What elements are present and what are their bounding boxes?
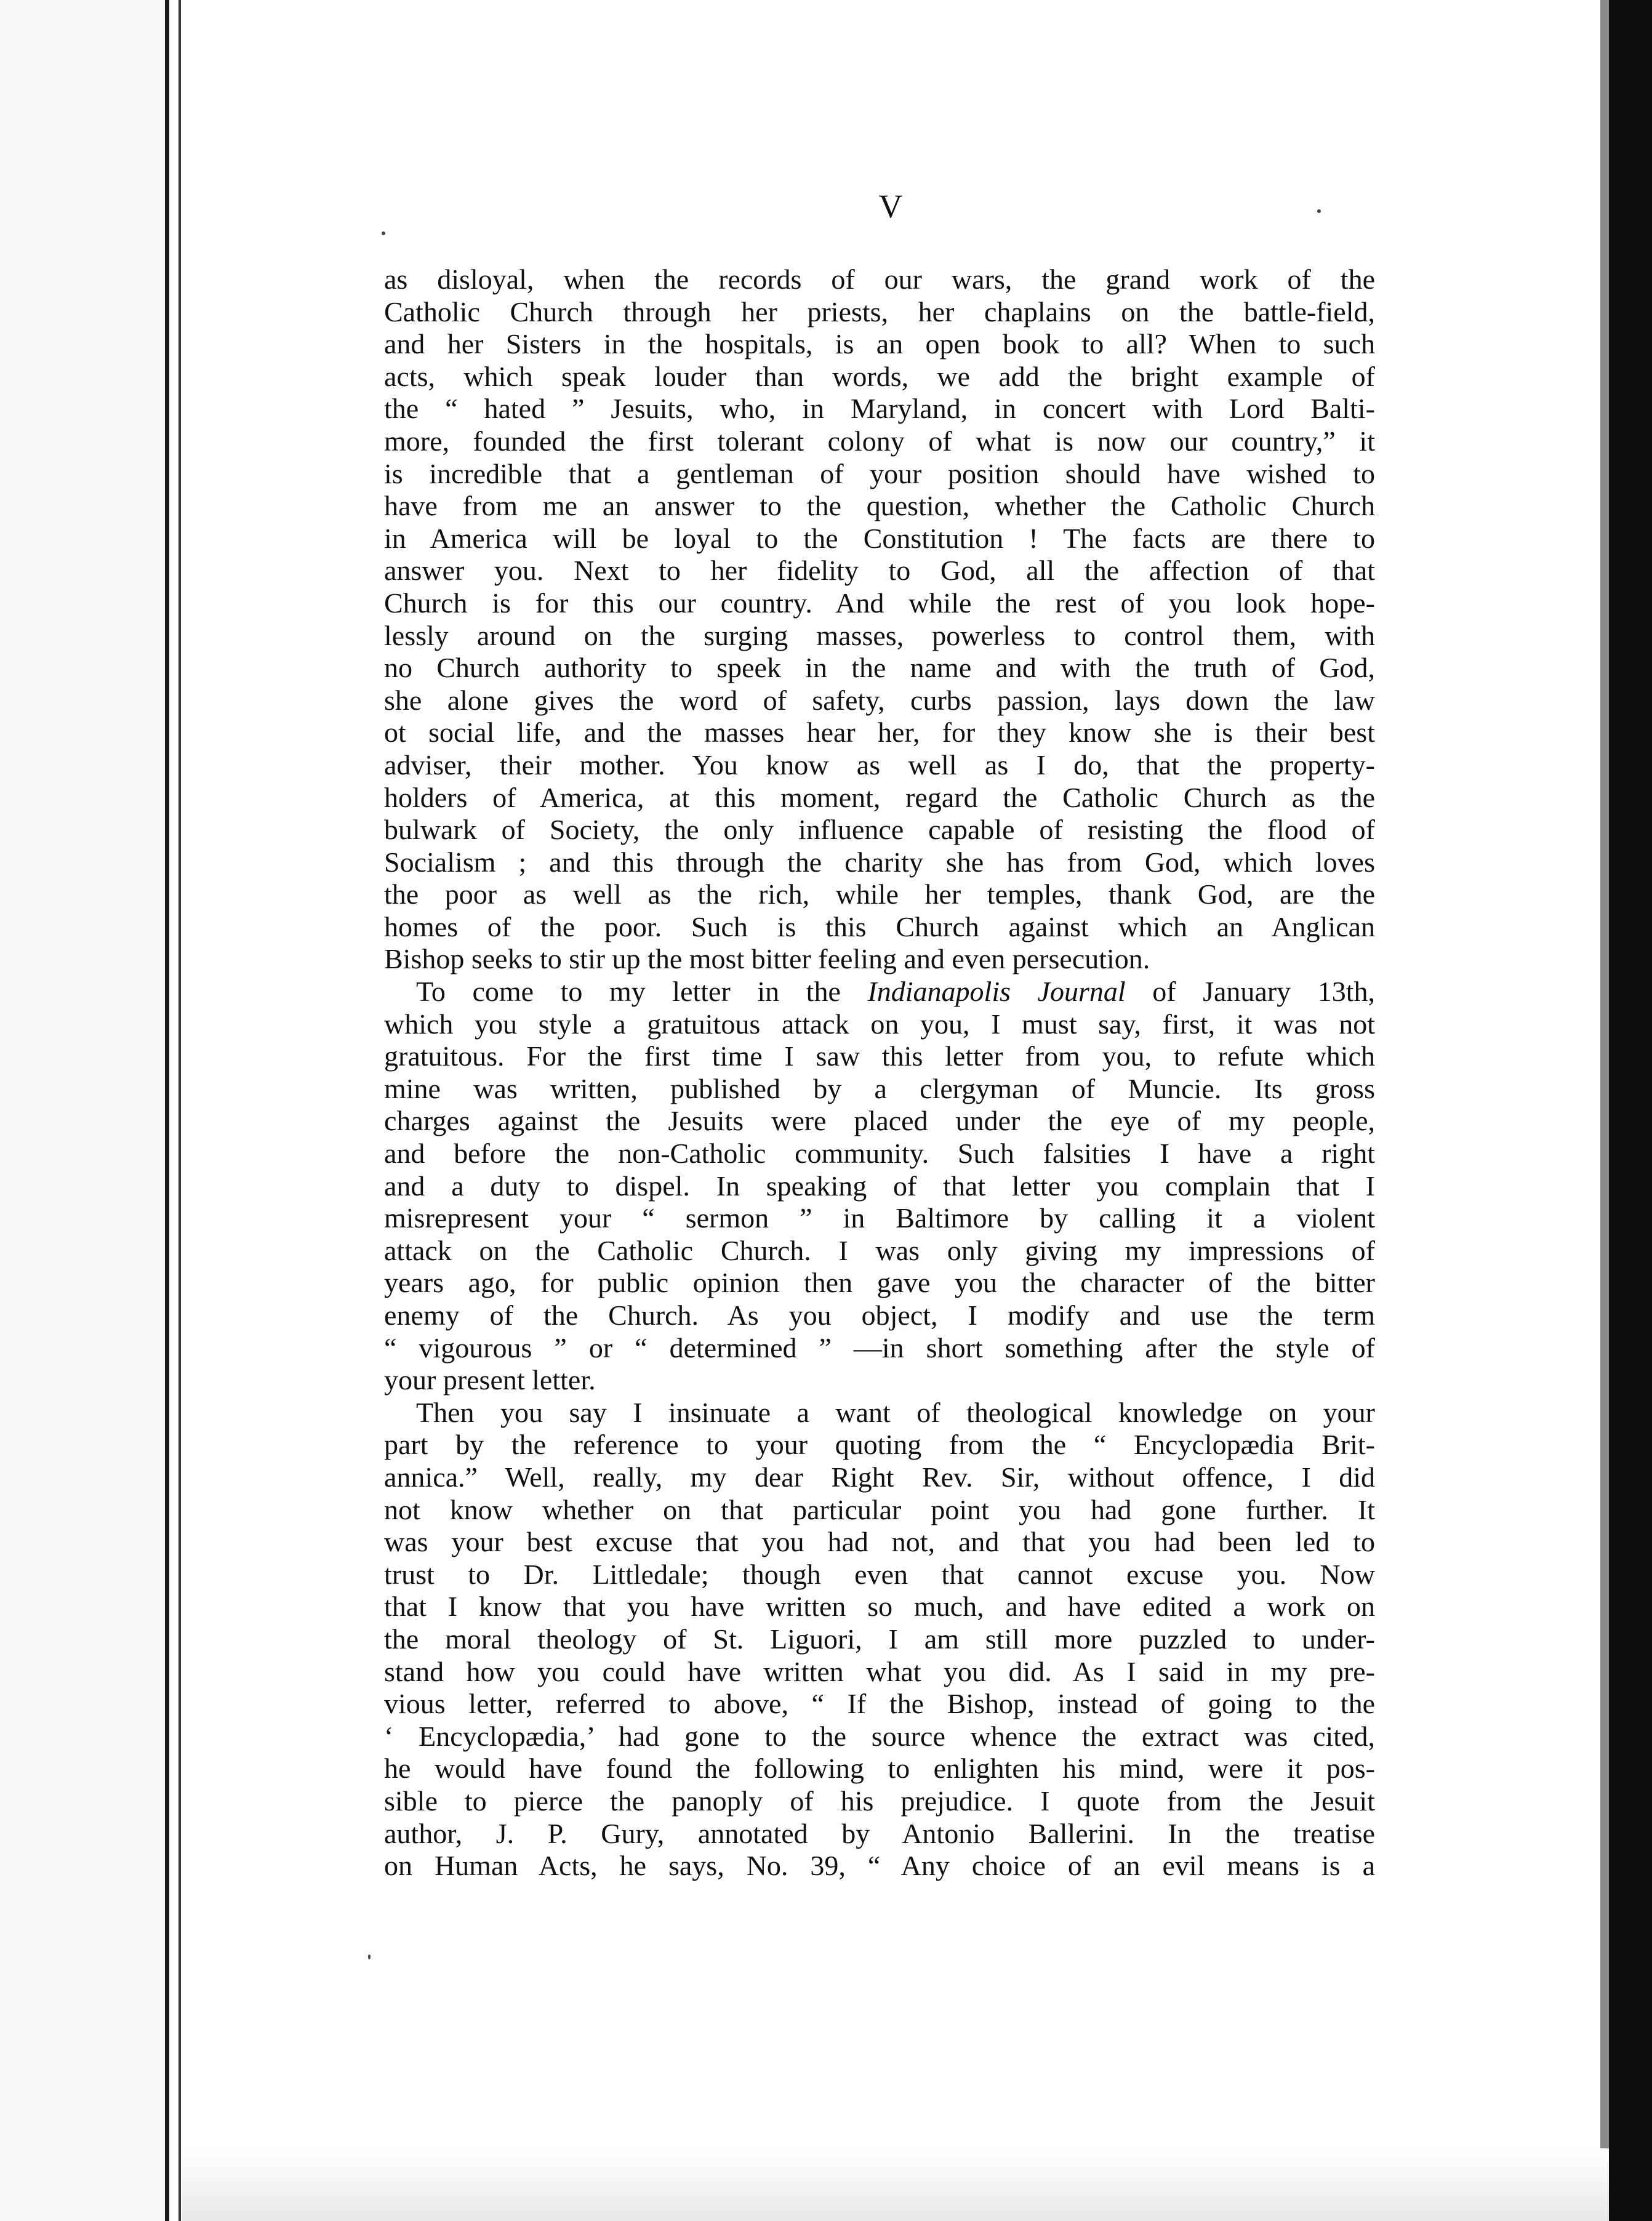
text-line: that I know that you have written so much, and have edited a work on	[384, 1591, 1375, 1623]
text-line: answer you. Next to her fidelity to God, all the affection of that	[384, 555, 1375, 587]
text-line: author, J. P. Gury, annotated by Antonio Ballerini. In the treatise	[384, 1817, 1375, 1849]
text-line: homes of the poor. Such is this Church against which an Anglican	[384, 910, 1375, 942]
text-line: sible to pierce the panoply of his prejudice. I quote from the Jesuit	[384, 1785, 1375, 1817]
text-line: your present letter.	[384, 1364, 596, 1396]
text-line: as disloyal, when the records of our wars, the grand work of the	[384, 263, 1375, 295]
text-line: Then you say I insinuate a want of theological knowledge on your	[416, 1396, 1375, 1428]
text-line: charges against the Jesuits were placed under the eye of my people,	[384, 1105, 1375, 1137]
text-line: Socialism ; and this through the charity she has from God, which loves	[384, 846, 1375, 878]
text-line: ot social life, and the masses hear her, for they know she is their best	[384, 717, 1375, 749]
body-text	[384, 263, 1375, 1882]
text-line: attack on the Catholic Church. I was only giving my impressions of	[384, 1234, 1375, 1266]
text-line: more, founded the first tolerant colony of what is now our country,” it	[384, 425, 1375, 457]
text-line: was your best excuse that you had not, and that you had been led to	[384, 1526, 1375, 1558]
text-line: the “ hated ” Jesuits, who, in Maryland, in concert with Lord Balti-	[384, 393, 1375, 425]
text-line: vious letter, referred to above, “ If the Bishop, instead of going to the	[384, 1688, 1375, 1720]
text-line: he would have found the following to enlighten his mind, were it pos-	[384, 1753, 1375, 1785]
text-line: adviser, their mother. You know as well as I do, that the property-	[384, 749, 1375, 781]
text-line-lead: To come to my letter in the	[416, 976, 868, 1008]
text-line: she alone gives the word of safety, curbs passion, lays down the law	[384, 684, 1375, 716]
text-line: and before the non-Catholic community. Such falsities I have a right	[384, 1138, 1375, 1170]
text-line: misrepresent your “ sermon ” in Baltimore by calling it a violent	[384, 1202, 1375, 1234]
binding-fold-line	[165, 0, 169, 2221]
text-line: trust to Dr. Littledale; though even that cannot excuse you. Now	[384, 1558, 1375, 1590]
text-line: the poor as well as the rich, while her temples, thank God, are the	[384, 878, 1375, 910]
text-line: Catholic Church through her priests, her chaplains on the battle-field,	[384, 295, 1375, 327]
text-line: is incredible that a gentleman of your position should have wished to	[384, 457, 1375, 489]
text-line: lessly around on the surging masses, powerless to control them, with	[384, 619, 1375, 651]
text-line: “ vigourous ” or “ determined ” —in short something after the style of	[384, 1331, 1375, 1364]
text-line: stand how you could have written what you did. As I said in my pre-	[384, 1655, 1375, 1687]
text-line: not know whether on that particular point you had gone further. It	[384, 1493, 1375, 1525]
scan-speck	[382, 231, 385, 235]
text-line: holders of America, at this moment, regard the Catholic Church as the	[384, 781, 1375, 813]
text-line: no Church authority to speek in the name and with the truth of God,	[384, 652, 1375, 684]
scan-speck	[1317, 209, 1321, 213]
text-line-with-title	[384, 976, 1375, 1008]
text-line: which you style a gratuitous attack on you, I must say, first, it was not	[384, 1008, 1375, 1040]
paragraph-1	[384, 263, 1375, 976]
paragraph-3	[384, 1397, 1375, 1882]
left-binding-margin	[0, 0, 169, 2221]
scan-speck	[368, 1954, 371, 1959]
page-edge-shadow	[1600, 0, 1609, 2221]
text-line: have from me an answer to the question, whether the Catholic Church	[384, 490, 1375, 522]
text-line: enemy of the Church. As you object, I modify and use the term	[384, 1299, 1375, 1331]
text-line: gratuitous. For the first time I saw this letter from you, to refute which	[384, 1040, 1375, 1072]
text-line: and her Sisters in the hospitals, is an open book to all? When to such	[384, 328, 1375, 360]
text-line: annica.” Well, really, my dear Right Rev. Sir, without offence, I did	[384, 1461, 1375, 1493]
text-line: acts, which speak louder than words, we add the bright example of	[384, 360, 1375, 392]
text-line: mine was written, published by a clergyman of Muncie. Its gross	[384, 1072, 1375, 1104]
text-line: part by the reference to your quoting from the “ Encyclopædia Brit-	[384, 1429, 1375, 1461]
text-line: ‘ Encyclopædia,’ had gone to the source whence the extract was cited,	[384, 1720, 1375, 1752]
text-line: Church is for this our country. And while the rest of you look hope-	[384, 587, 1375, 619]
text-line: the moral theology of St. Liguori, I am still more puzzled to under-	[384, 1623, 1375, 1655]
text-line: and a duty to dispel. In speaking of that letter you complain that I	[384, 1170, 1375, 1202]
page-bottom-shadow	[182, 2148, 1609, 2221]
text-line: in America will be loyal to the Constitution ! The facts are there to	[384, 522, 1375, 554]
text-line: bulwark of Society, the only influence capable of resisting the flood of	[384, 814, 1375, 846]
journal-title: Indianapolis Journal	[867, 976, 1126, 1008]
text-line-tail: of January 13th,	[1125, 976, 1375, 1008]
scan-border-right	[1609, 0, 1652, 2221]
text-line: years ago, for public opinion then gave you the character of the bitter	[384, 1267, 1375, 1299]
binding-fold-line-inner	[178, 0, 181, 2221]
text-line: Bishop seeks to stir up the most bitter feeling and even persecution.	[384, 943, 1150, 975]
text-line: on Human Acts, he says, No. 39, “ Any choice of an evil means is a	[384, 1850, 1375, 1882]
paragraph-2	[384, 976, 1375, 1397]
page-folio-number: V	[878, 188, 904, 225]
